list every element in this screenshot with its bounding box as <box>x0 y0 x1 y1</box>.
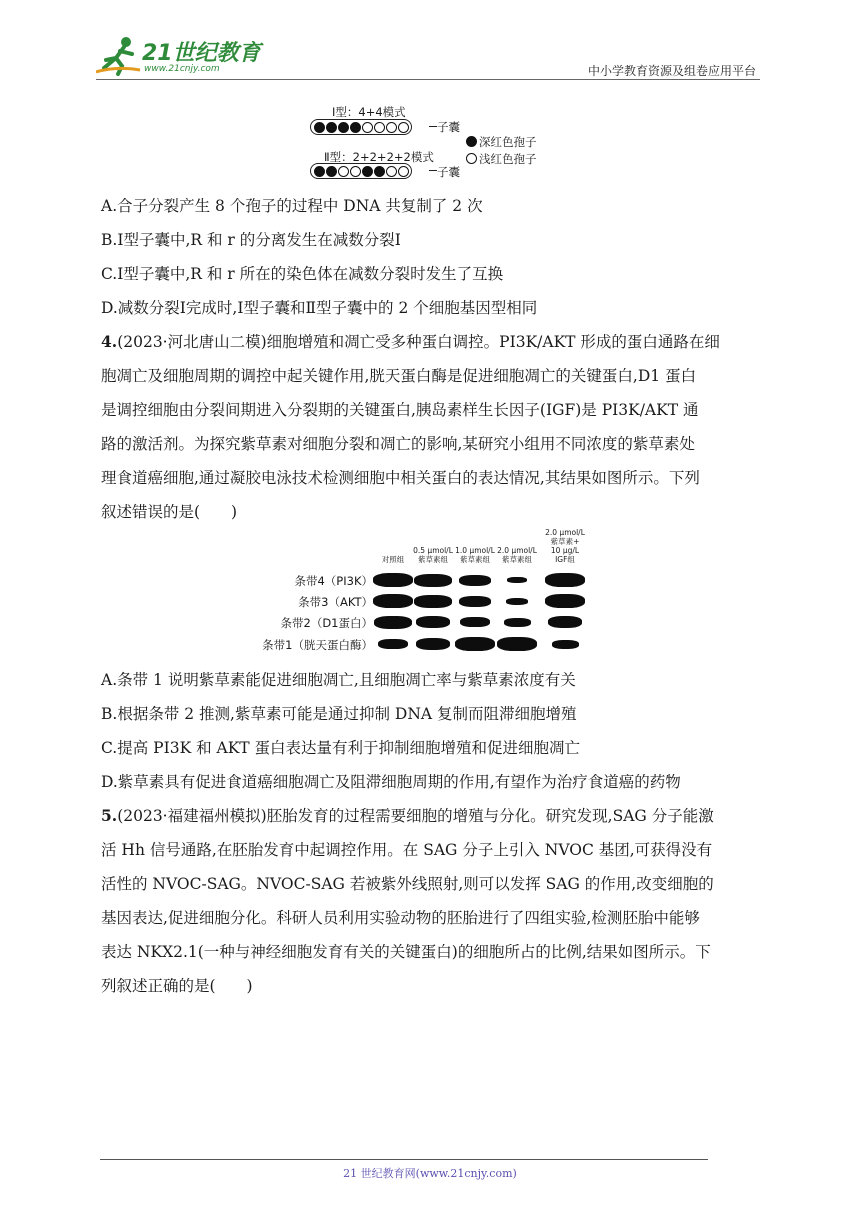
q3-option-c: C.Ⅰ型子囊中,R 和 r 所在的染色体在减数分裂时发生了互换 <box>101 265 504 283</box>
gel-column-header-line: 2.0 μmol/L <box>545 528 585 537</box>
q5-text-1: (2023·福建福州模拟)胚胎发育的过程需要细胞的增殖与分化。研究发现,SAG 分子能激 <box>117 807 714 825</box>
q3-option-d: D.减数分裂Ⅰ完成时,Ⅰ型子囊和Ⅱ型子囊中的 2 个细胞基因型相同 <box>101 299 538 317</box>
gel-column-header-line: 1.0 μmol/L <box>455 546 495 555</box>
dark-spore-icon <box>326 166 337 177</box>
q4-line-2: 胞凋亡及细胞周期的调控中起关键作用,胱天蛋白酶是促进细胞凋亡的关键蛋白,D1 蛋白 <box>101 367 697 385</box>
gel-band <box>414 574 451 587</box>
type2-label: Ⅱ型：2+2+2+2模式 <box>324 150 434 164</box>
q5-number: 5. <box>101 806 118 825</box>
type2-ascus <box>310 163 412 179</box>
gel-row-label: 条带1（胱天蛋白酶） <box>262 638 373 652</box>
light-spore-icon <box>362 122 373 133</box>
gel-band <box>373 594 413 608</box>
header-divider <box>96 79 760 80</box>
ascus-label-2: 子囊 <box>437 165 460 179</box>
dark-spore-icon <box>374 166 385 177</box>
type1-ascus <box>310 119 412 135</box>
footer-divider <box>100 1159 708 1160</box>
legend-light <box>466 151 537 167</box>
ascus-label-1: 子囊 <box>437 120 460 134</box>
q4-number: 4. <box>101 332 118 351</box>
q4-option-b: B.根据条带 2 推测,紫草素可能是通过抑制 DNA 复制而阻滞细胞增殖 <box>101 705 577 723</box>
legend-light-text: 浅红色孢子 <box>479 152 537 166</box>
q5-line-3: 活性的 NVOC-SAG。NVOC-SAG 若被紫外线照射,则可以发挥 SAG 的作用,改变细胞的 <box>101 875 714 893</box>
ascus-leader-2 <box>429 170 437 171</box>
q5-line-4: 基因表达,促进细胞分化。科研人员利用实验动物的胚胎进行了四组实验,检测胚胎中能够 <box>101 909 700 927</box>
gel-column-header-line: 紫草素组 <box>418 555 448 564</box>
q4-line-1 <box>101 332 720 352</box>
logo-text: 21世纪教育 <box>142 41 261 66</box>
gel-column-header <box>451 546 499 564</box>
logo-url: www.21cnjy.com <box>144 64 220 74</box>
light-spore-icon <box>398 166 409 177</box>
gel-column-header-line: 0.5 μmol/L <box>413 546 453 555</box>
gel-column-header-line: 紫草素组 <box>460 555 490 564</box>
light-spore-icon <box>374 122 385 133</box>
gel-row-label: 条带3（AKT） <box>298 595 373 609</box>
gel-column-header-line: IGF组 <box>555 555 575 564</box>
header-platform-text: 中小学教育资源及组卷应用平台 <box>587 64 756 78</box>
q3-option-b: B.Ⅰ型子囊中,R 和 r 的分离发生在减数分裂Ⅰ <box>101 231 401 249</box>
gel-band <box>459 575 491 586</box>
runner-logo-icon <box>96 36 142 76</box>
q4-line-6: 叙述错误的是( ) <box>101 503 238 521</box>
q4-line-4: 路的激活剂。为探究紫草素对细胞分裂和凋亡的影响,某研究小组用不同浓度的紫草素处 <box>101 435 695 453</box>
dark-spore-icon <box>466 136 477 147</box>
gel-band <box>373 573 413 587</box>
dark-spore-icon <box>350 122 361 133</box>
gel-band <box>507 577 526 583</box>
gel-band <box>545 594 585 608</box>
gel-band <box>416 616 451 628</box>
gel-band <box>548 616 583 628</box>
q5-line-5: 表达 NKX2.1(一种与神经细胞发育有关的关键蛋白)的细胞所占的比例,结果如图所示。下 <box>101 943 711 961</box>
dark-spore-icon <box>314 122 325 133</box>
dark-spore-icon <box>314 166 325 177</box>
gel-band <box>378 639 408 649</box>
type1-label: Ⅰ型：4+4模式 <box>332 105 406 119</box>
gel-band <box>552 640 579 649</box>
gel-band <box>416 638 451 650</box>
light-spore-icon <box>338 166 349 177</box>
light-spore-icon <box>398 122 409 133</box>
q4-line-3: 是调控细胞由分裂间期进入分裂期的关键蛋白,胰岛素样生长因子(IGF)是 PI3K/AKT 通 <box>101 401 699 419</box>
q5-line-2: 活 Hh 信号通路,在胚胎发育中起调控作用。在 SAG 分子上引入 NVOC 基团,可获得没有 <box>101 841 713 859</box>
gel-column-header <box>541 528 589 564</box>
ascus-leader-1 <box>429 126 437 127</box>
ascus-figure <box>310 104 560 186</box>
dark-spore-icon <box>338 122 349 133</box>
light-spore-icon <box>386 122 397 133</box>
footer-text: 21 世纪教育网(www.21cnjy.com) <box>343 1167 517 1180</box>
q5-line-6: 列叙述正确的是( ) <box>101 977 253 995</box>
gel-band <box>459 596 491 607</box>
legend-dark <box>466 134 537 150</box>
light-spore-icon <box>466 153 477 164</box>
gel-band <box>414 595 451 608</box>
gel-row-label: 条带2（D1蛋白） <box>280 616 373 630</box>
q4-text-1: (2023·河北唐山二模)细胞增殖和凋亡受多种蛋白调控。PI3K/AKT 形成的蛋白通路在细 <box>117 333 720 351</box>
gel-band <box>497 637 537 651</box>
gel-band <box>374 616 411 629</box>
legend-dark-text: 深红色孢子 <box>479 135 537 149</box>
q3-option-a: A.合子分裂产生 8 个孢子的过程中 DNA 共复制了 2 次 <box>101 197 483 215</box>
gel-column-header-line: 2.0 μmol/L <box>497 546 537 555</box>
light-spore-icon <box>350 166 361 177</box>
q4-line-5: 理食道癌细胞,通过凝胶电泳技术检测细胞中相关蛋白的表达情况,其结果如图所示。下列 <box>101 469 700 487</box>
gel-column-header-line: 紫草素组 <box>502 555 532 564</box>
gel-band <box>504 618 531 627</box>
gel-band <box>545 573 585 587</box>
gel-row-label: 条带4（PI3K） <box>294 574 373 588</box>
dark-spore-icon <box>362 166 373 177</box>
light-spore-icon <box>386 166 397 177</box>
gel-band <box>506 598 528 605</box>
gel-column-header <box>409 546 457 564</box>
q4-option-d: D.紫草素具有促进食道癌细胞凋亡及阻滞细胞周期的作用,有望作为治疗食道癌的药物 <box>101 773 681 791</box>
gel-column-header-line: 紫草素+ <box>550 537 580 546</box>
q5-line-1 <box>101 806 714 826</box>
dark-spore-icon <box>326 122 337 133</box>
q4-option-a: A.条带 1 说明紫草素能促进细胞凋亡,且细胞凋亡率与紫草素浓度有关 <box>101 671 576 689</box>
logo <box>96 36 266 80</box>
gel-figure <box>255 528 615 662</box>
gel-band <box>455 637 495 651</box>
gel-column-header <box>493 546 541 564</box>
gel-column-header-line: 对照组 <box>381 555 405 564</box>
q4-option-c: C.提高 PI3K 和 AKT 蛋白表达量有利于抑制细胞增殖和促进细胞凋亡 <box>101 739 581 757</box>
gel-column-header-line: 10 μg/L <box>550 546 580 555</box>
gel-band <box>460 617 490 627</box>
